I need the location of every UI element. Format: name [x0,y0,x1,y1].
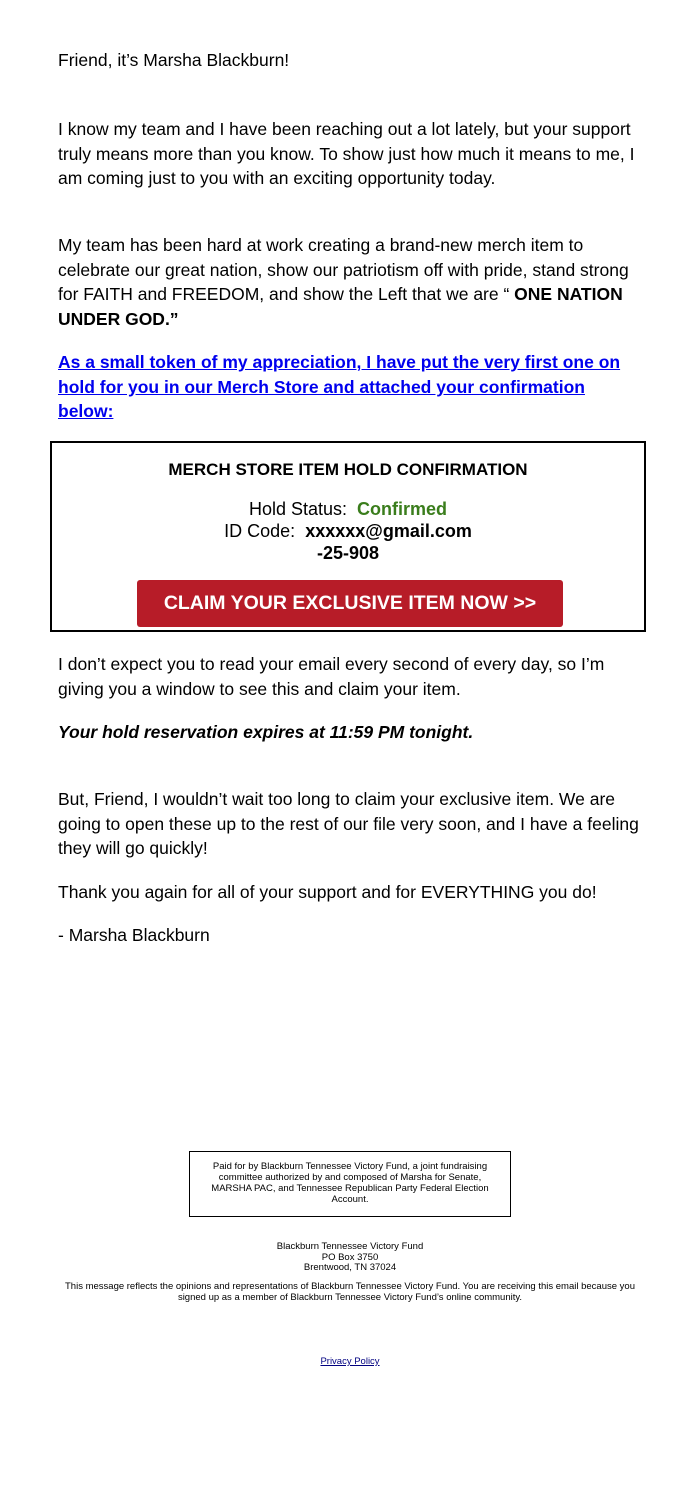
thank-you-paragraph: Thank you again for all of your support and for EVERYTHING you do! [58,882,597,902]
signature: - Marsha Blackburn [58,925,210,945]
claim-item-button[interactable]: CLAIM YOUR EXCLUSIVE ITEM NOW >> [137,580,563,627]
appreciation-link-paragraph [58,350,642,424]
window-paragraph: I don’t expect you to read your email every second of every day, so I’m giving you a window to see this and claim your item. [58,654,605,699]
merch-paragraph [58,233,642,331]
privacy-footer [0,1356,700,1367]
hold-status-label: Hold Status: [248,499,353,519]
intro-paragraph: I know my team and I have been reaching out a lot lately, but your support truly means more than you know. To show just how much it means to me, I am coming just to you with an exciting opportunity today. [58,119,635,189]
mailing-address [0,1242,700,1274]
hold-confirmation-box [50,441,646,632]
merch-paragraph-bold: ONE NATION UNDER GOD.” [58,284,623,329]
subscription-notice: This message reflects the opinions and representations of Blackburn Tennessee Victory Fund. You are receiving this email because you signed up as a member of Blackburn Tennessee Victory Fund’s online community. [65,1281,635,1303]
privacy-policy-link[interactable]: Privacy Policy [320,1356,380,1367]
paid-for-disclaimer: Paid for by Blackburn Tennessee Victory Fund, a joint fundraising committee authorized by and composed of Marsha for Senate, MARSHA PAC, and Tennessee Republican Party Federal Election Account. [189,1151,511,1217]
hold-status [52,498,644,520]
merch-paragraph-text: My team has been hard at work creating a brand-new merch item to celebrate our great nation, show our patriotism off with pride, stand strong for FAITH and FREEDOM, and show the Left that we are “ [58,235,629,305]
urgency-paragraph: But, Friend, I wouldn’t wait too long to claim your exclusive item. We are going to open these up to the rest of our file very soon, and I have a feeling they will go quickly! [58,789,639,859]
expiration-notice: Your hold reservation expires at 11:59 PM tonight. [58,722,474,742]
address-name: Blackburn Tennessee Victory Fund [276,1241,424,1252]
confirmation-title: MERCH STORE ITEM HOLD CONFIRMATION [168,460,528,479]
greeting: Friend, it’s Marsha Blackburn! [58,50,290,70]
address-line-2: Brentwood, TN 37024 [303,1262,397,1273]
hold-status-value: Confirmed [357,499,448,519]
id-code-label: ID Code: [224,521,301,541]
id-code-value: xxxxxx@gmail.com [305,521,472,541]
id-code [52,520,644,542]
address-line-1: PO Box 3750 [321,1251,379,1263]
id-code-suffix: -25-908 [316,543,380,563]
appreciation-link[interactable]: As a small token of my appreciation, I have put the very first one on hold for you in our Merch Store and attached your confirmation below: [58,352,621,422]
